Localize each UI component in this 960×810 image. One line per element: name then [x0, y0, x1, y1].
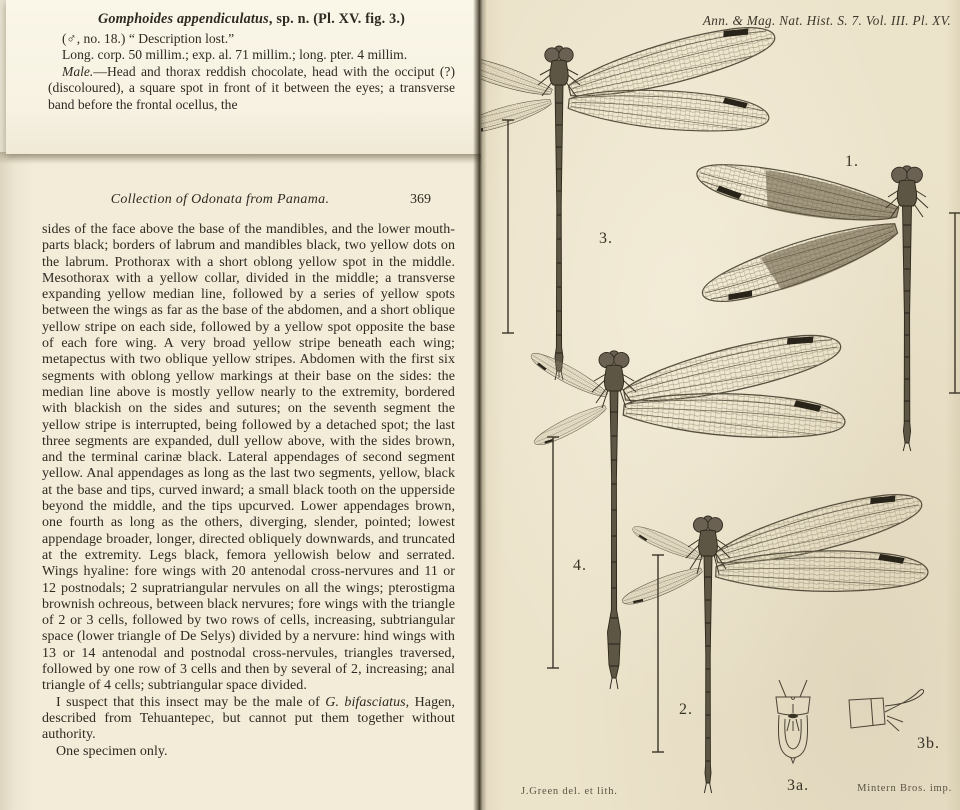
remark-species-italic: G. bifasciatus [325, 694, 406, 710]
male-description-paragraph [48, 64, 455, 113]
species-heading-rest: , sp. n. (Pl. XV. fig. 3.) [268, 11, 406, 27]
dragonfly-figure-4 [528, 327, 847, 689]
male-label: Male. [62, 63, 94, 79]
plate-header-citation: Ann. & Mag. Nat. Hist. S. 7. Vol. III. Pl. XV. [702, 13, 951, 28]
scale-bar-fig1 [949, 213, 960, 393]
male-description-text: —Head and thorax reddish chocolate, head with the occiput (?) (discoloured), a square spot in front of it between the eyes; a transverse band before the frontal ocellus, the [48, 63, 455, 112]
figure-label-1: 1. [845, 153, 859, 170]
top-fragment-text [6, 0, 481, 113]
dragonfly-figure-2 [619, 485, 928, 793]
figure-label-3b: 3b. [917, 735, 940, 752]
plate-page [481, 0, 960, 810]
remark-text-a: I suspect that this insect may be the male of [56, 694, 326, 710]
scale-bar-fig4 [547, 437, 559, 668]
running-head-title: Collection of Odonata from Panama. [110, 192, 330, 207]
species-name-italic: Gomphoides appendiculatus [97, 11, 269, 27]
figure-label-2: 2. [679, 701, 693, 718]
printer-credit: Mintern Bros. imp. [857, 783, 952, 794]
remark-paragraph [42, 695, 455, 744]
figure-label-3: 3. [599, 230, 613, 247]
figure-label-3a: 3a. [787, 777, 810, 794]
remark-text-b: , Hagen, described from Tehuantepec, but cannot put them together without authority. [42, 694, 455, 743]
left-page-top-fragment [6, 0, 481, 154]
appendage-detail-figure-3a [776, 680, 810, 763]
figure-label-4: 4. [573, 557, 587, 574]
page-number: 369 [410, 192, 431, 207]
page-369-body [42, 222, 455, 760]
sex-specimen-line: (♂, no. 18.) “ Description lost.” [62, 31, 235, 46]
book-gutter-shadow [473, 0, 487, 810]
appendage-detail-figure-3b [849, 690, 924, 731]
description-paragraph: sides of the face above the base of the mandibles, and the lower mouth-parts black; borders of labrum and mandibles black, two yellow dots on the labrum. Prothorax with a short oblong yellow spot in the middle. Mesothorax with a yellow collar, divided in the middle; a transverse expanding yellow median line, followed by a series of yellow spots between the wings as far as the base of the abdomen, and a short oblique yellow stripe on each side, followed by a yellow spot opposite the base of each fore wing. A very broad yellow stripe beneath each wing; metapectus with two oblique yellow stripes. Abdomen with the first six segments with oblong yellow markings at their base on the sides: the median line above is mostly yellow nearly to the extremity, bordered with blackish on the sides and sutures; on the seventh segment the yellow stripe is interrupted, being followed by a detached spot; the last three segments are expanded, dull yellow above, with the sides brown, and the terminal carinæ black. Lateral appendages of second segment yellow. Anal appendages as long as the last two segments, yellow, black at the base and tips, curved inward; a small black tooth on the upperside beyond the middle, and the tips upcurved. Lower appendages brown, one fourth as long as the others, diverging, slender, pointed; lowest appendage broader, longer, directed obliquely downwards, and truncated at the extremity. Legs black, femora yellowish below and serrated. Wings hyaline: fore wings with 20 antenodal cross-nervures and 11 or 12 postnodals; 2 supratriangular nervules on all the wings; pterostigma brownish ochreous, between black nervures; fore wings with the triangle of 2 or 3 cells, followed by two rows of cells, increasing, subtriangular space (lower triangle of De Selys) divided by a nervure: hind wings with 13 or 14 antenodal and postnodal cross-nervules, triangles traversed, followed by one row of 3 cells and then by several of 2, increasing; anal triangle of 4 cells; subtriangular space divided. [42, 222, 455, 694]
species-heading [48, 11, 455, 28]
lithographer-credit: J.Green del. et lith. [521, 786, 618, 797]
running-head-row [42, 192, 453, 210]
left-page-369 [0, 152, 481, 810]
scale-bar-fig3 [502, 120, 514, 333]
plate-illustration [481, 0, 960, 810]
measurements-line: Long. corp. 50 millim.; exp. al. 71 millim.; long. pter. 4 millim. [62, 47, 408, 63]
specimen-count-line: One specimen only. [56, 743, 168, 759]
